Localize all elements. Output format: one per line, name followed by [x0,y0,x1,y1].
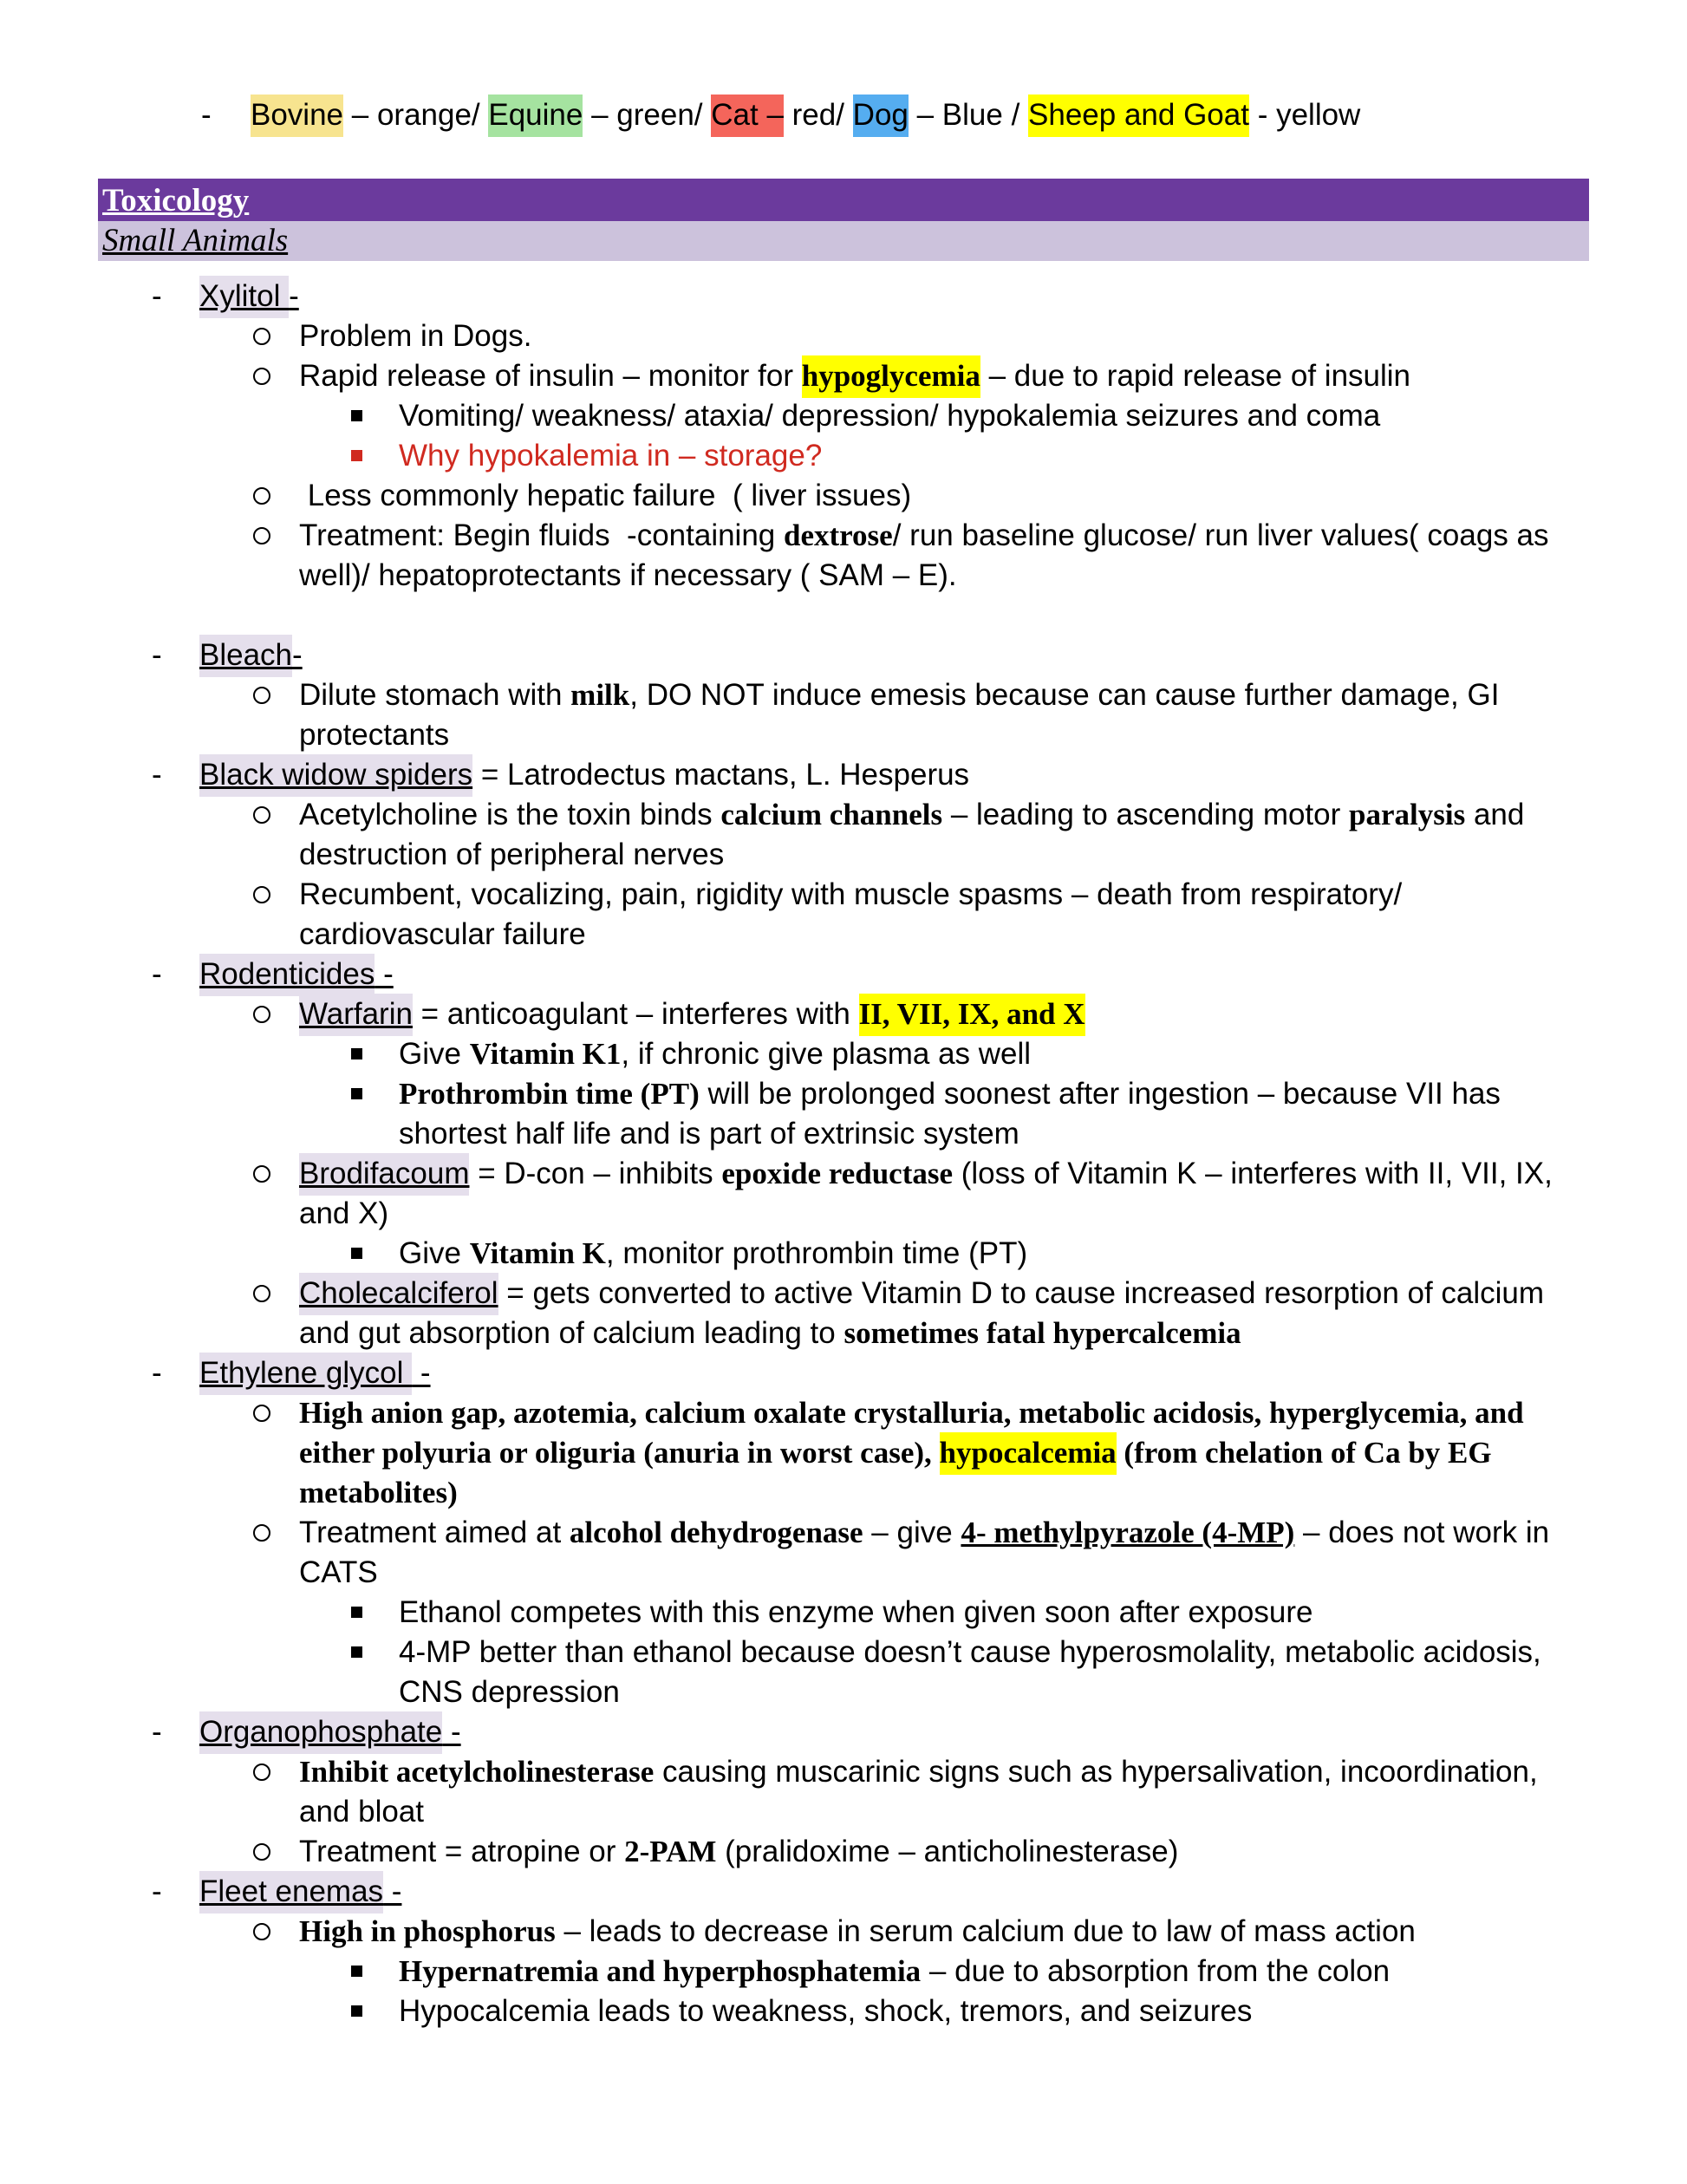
text-run: Hypocalcemia leads to weakness, shock, tremors, and seizures [399,1994,1253,2028]
text-run: Prothrombin time (PT) [399,1077,700,1111]
text-run: , DO NOT induce emesis because can cause further damage, GI protectants [299,678,1508,752]
list-item [0,755,1687,795]
text-run: Recumbent, vocalizing, pain, rigidity with muscle spasms – death from respiratory/ cardiovascular failure [299,877,1410,951]
text-run: Treatment = atropine or [299,1835,625,1868]
list-item [0,1952,1687,1992]
text-run: High anion gap, azotemia, calcium oxalate crystalluria, metabolic acidosis, hyperglycemia, and either polyuria or oliguria (anuria in worst case), [299,1396,1532,1470]
text-run: Problem in Dogs. [299,319,532,353]
text-run: , if chronic give plasma as well [621,1037,1032,1071]
bullet-circle-icon [253,806,270,824]
list-item [0,1513,1687,1593]
text-run: Bleach [199,635,292,677]
text-run: – due to rapid release of insulin [980,359,1411,393]
text-run: Treatment: Begin fluids -containing [299,518,784,552]
color-legend-runs [251,95,1360,137]
text-run: - [383,1874,402,1908]
list-item [0,875,1687,955]
bullet-dash-icon: - [152,957,162,991]
text-run: II, VII, IX, and X [859,994,1085,1036]
text-run: Black widow spiders [199,754,472,797]
text-run: Cholecalciferol [299,1273,498,1315]
list-item [0,1912,1687,1952]
text-run: red/ [783,98,853,132]
text-run: Why hypokalemia in – storage? [399,439,823,473]
text-run: 4- methylpyrazole (4-MP) [961,1516,1295,1549]
bullet-dash-icon: - [201,98,212,132]
bullet-dash-icon: - [152,1715,162,1749]
text-run: – green/ [583,98,712,132]
text-run: = gets converted to active Vitamin D to cause increased resorption of calcium and gut absorption of calcium leading to [299,1276,1553,1350]
list-item [0,994,1687,1034]
text-run: Rapid release of insulin – monitor for [299,359,802,393]
color-legend-line [0,95,1687,135]
text-run: milk [570,678,630,712]
text-run: - [375,957,394,991]
text-run: Sheep and Goat [1028,95,1249,137]
text-run: (pralidoxime – anticholinesterase) [716,1835,1179,1868]
text-run: Dilute stomach with [299,678,571,712]
text-run: (from chelation of Ca by EG metabolites) [299,1436,1500,1509]
list-item [0,277,1687,316]
text-run: sometimes fatal hypercalcemia [844,1316,1241,1350]
bullet-circle-icon [253,886,270,903]
bullet-circle-icon [253,1006,270,1023]
text-run: epoxide reductase [721,1157,954,1190]
bullet-circle-icon [253,1405,270,1422]
text-run: = Latrodectus mactans, L. Hesperus [472,758,970,792]
text-run: Cat – [711,95,784,137]
text-run: Inhibit acetylcholinesterase [299,1755,655,1789]
bullet-circle-icon [253,687,270,704]
list-item [0,1593,1687,1633]
bullet-square-icon [351,1248,362,1259]
text-run: – give [863,1516,961,1549]
text-run: Bovine [251,95,343,137]
text-run: hypocalcemia [940,1432,1117,1475]
list-item [0,1832,1687,1872]
list-item [0,1712,1687,1752]
text-run: 2-PAM [624,1835,717,1868]
list-item [0,675,1687,755]
list-item [0,1633,1687,1712]
text-run: – due to absorption from the colon [921,1954,1391,1988]
list-item [0,1274,1687,1353]
list-item [0,955,1687,994]
text-run: Acetylcholine is the toxin binds [299,798,721,831]
text-run: Warfarin [299,994,413,1036]
text-run: Brodifacoum [299,1153,469,1196]
list-item [0,1752,1687,1832]
list-item [0,316,1687,356]
text-run: - yellow [1248,98,1361,132]
text-run: (loss of Vitamin K – interferes with II, VII, IX, and X) [299,1157,1561,1230]
text-run: - [412,1356,431,1390]
text-run: alcohol dehydrogenase [569,1516,863,1549]
list-item [0,1992,1687,2031]
text-run: Vitamin K1 [469,1037,622,1071]
text-run: will be prolonged soonest after ingestion – because VII has shortest half life and is part of extrinsic system [399,1077,1509,1151]
bullet-circle-icon [253,1923,270,1940]
list-item [0,356,1687,396]
text-run: paralysis [1349,798,1466,831]
text-run: Dog [853,95,909,137]
text-run: - [442,1715,461,1749]
text-run: = D-con – inhibits [469,1157,722,1190]
bullet-square-icon [351,1088,362,1099]
text-run: Organophosphate [199,1711,442,1754]
list-item [0,636,1687,675]
bullet-dash-icon: - [152,279,162,313]
text-run: Ethanol competes with this enzyme when given soon after exposure [399,1595,1313,1629]
blank-line [0,596,1687,636]
text-run: = anticoagulant – interferes with [412,997,859,1031]
text-run: Equine [488,95,583,137]
text-run: High in phosphorus [299,1914,556,1948]
section-title: Toxicology [102,183,250,218]
bullet-square-icon [351,410,362,421]
text-run: causing muscarinic signs such as hypersalivation, incoordination, and bloat [299,1755,1547,1829]
list-item [0,1154,1687,1234]
list-item [0,516,1687,596]
text-run: / run baseline glucose/ run liver values( coags as well)/ hepatoprotectants if necessary ( SAM – E). [299,518,1558,592]
list-item [0,1353,1687,1393]
text-run: Fleet enemas [199,1871,383,1913]
text-run: and destruction of peripheral nerves [299,798,1534,871]
text-run: Give [399,1236,470,1270]
bullet-dash-icon: - [152,1874,162,1908]
bullet-circle-icon [253,368,270,385]
list-item [0,476,1687,516]
section-subtitle: Small Animals [102,223,289,258]
text-run: – leading to ascending motor [942,798,1350,831]
list-item [0,436,1687,476]
text-run: , monitor prothrombin time (PT) [605,1236,1028,1270]
bullet-circle-icon [253,487,270,505]
text-run: – leads to decrease in serum calcium due to law of mass action [555,1914,1416,1948]
bullet-square-icon [351,2005,362,2017]
list-item [0,795,1687,875]
text-run: Vitamin K [469,1236,606,1270]
bullet-circle-icon [253,1285,270,1302]
bullet-dash-icon: - [152,638,162,672]
text-run: hypoglycemia [802,355,980,398]
text-run: Vomiting/ weakness/ ataxia/ depression/ hypokalemia seizures and coma [399,399,1381,433]
text-run: Give [399,1037,470,1071]
text-run: Rodenticides [199,954,375,996]
text-run: – Blue / [908,98,1029,132]
toxicology-header-bar [98,179,1589,221]
text-run: Xylitol [199,276,289,318]
bullet-circle-icon [253,1165,270,1183]
bullet-square-icon [351,1966,362,1977]
text-run: – orange/ [343,98,489,132]
bullet-circle-icon [253,527,270,544]
list-item [0,1074,1687,1154]
bullet-square-icon [351,1646,362,1658]
text-run: – does not work in CATS [299,1516,1558,1589]
list-item [0,1393,1687,1513]
text-run: calcium channels [720,798,943,831]
bullet-circle-icon [253,328,270,345]
notes-content [0,277,1687,2031]
text-run: Ethylene glycol [199,1353,412,1395]
bullet-square-red-icon [351,450,362,461]
bullet-dash-icon: - [152,758,162,792]
text-run: Less commonly hepatic failure ( liver issues) [299,479,912,512]
text-run: Treatment aimed at [299,1516,570,1549]
bullet-circle-icon [253,1763,270,1781]
text-run: Hypernatremia and hyperphosphatemia [399,1954,922,1988]
bullet-circle-icon [253,1524,270,1542]
bullet-circle-icon [253,1843,270,1861]
list-item [0,1034,1687,1074]
text-run: dextrose [784,518,893,552]
text-run: 4-MP better than ethanol because doesn’t cause hyperosmolality, metabolic acidosis, CNS depression [399,1635,1550,1709]
bullet-square-icon [351,1607,362,1618]
list-item [0,396,1687,436]
list-item [0,1872,1687,1912]
bullet-dash-icon: - [152,1356,162,1390]
list-item [0,1234,1687,1274]
text-run: - [292,638,303,672]
bullet-square-icon [351,1048,362,1059]
text-run: - [289,279,299,313]
small-animals-subheader-bar [98,221,1589,261]
